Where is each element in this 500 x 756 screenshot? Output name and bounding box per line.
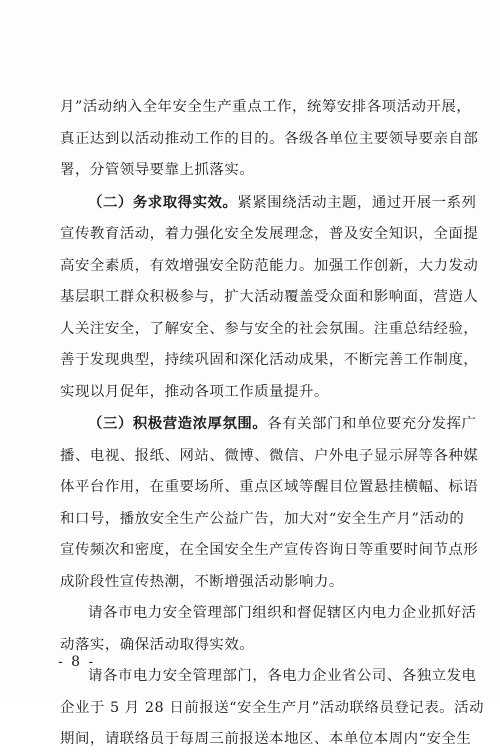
paragraph-request-1 (60, 598, 477, 661)
text-line: 和口号，播放安全生产公益广告，加大对“安全生产月”活动的 (60, 510, 465, 527)
text-line: 署，分管领导要靠上抓落实。 (60, 162, 255, 178)
text-line: 善于发现典型，持续巩固和深化活动成果，不断完善工作制度， (60, 352, 479, 368)
text-run: 紧紧围绕活动主题，通过开展一系列 (237, 194, 477, 211)
paragraph-section-3 (60, 408, 479, 598)
paragraph-request-2 (60, 661, 485, 756)
text-line: 体平台作用，在重要场所、重点区域等醒目位置悬挂横幅、标语 (60, 479, 479, 495)
text-line: 宣传频次和密度，在全国安全生产宣传咨询日等重要时间节点形 (60, 542, 479, 558)
text-line: 企业于 5 月 28 日前报送“安全生产月”活动联络员登记表。活动 (60, 699, 485, 716)
text-line (60, 187, 477, 220)
text-run: 各有关部门和单位要充分发挥广 (267, 416, 477, 432)
text-line: 月”活动纳入全年安全生产重点工作，统筹安排各项活动开展， (60, 99, 472, 115)
text-line: 高安全素质，有效增强安全防范能力。加强工作创新，大力发动 (60, 257, 479, 274)
text-line: 动落实，确保活动取得实效。 (60, 636, 255, 653)
text-line: 请各市电力安全管理部门组织和督促辖区内电力企业抓好活 (88, 605, 477, 621)
paragraph-continuation (60, 92, 479, 187)
text-line: 基层职工群众积极参与，扩大活动覆盖受众面和影响面，营造人 (60, 289, 479, 305)
text-line: 播、电视、报纸、网站、微博、微信、户外电子显示屏等各种媒 (60, 447, 479, 464)
section-heading: （三）积极营造浓厚氛围。 (88, 415, 268, 432)
text-line: 请各市电力安全管理部门，各电力企业省公司、各独立发电 (88, 668, 477, 684)
text-line: 真正达到以活动推动工作的目的。各级各单位主要领导要亲自部 (60, 130, 479, 147)
section-heading: （二）务求取得实效。 (88, 193, 238, 211)
text-line: 实现以月促年，推动各项工作质量提升。 (60, 383, 329, 400)
paragraph-section-2 (60, 187, 479, 409)
text-line: 期间，请联络员于每周三前报送本地区、本单位本周内“安全生 (60, 731, 472, 747)
document-body (60, 92, 485, 756)
text-line: 宣传教育活动，着力强化安全发展理念，普及安全知识，全面提 (60, 226, 479, 242)
text-line (60, 408, 477, 441)
text-line: 成阶段性宣传热潮，不断增强活动影响力。 (60, 573, 344, 590)
text-line: 人关注安全，了解安全、参与安全的社会氛围。注重总结经验， (60, 320, 479, 337)
page-number: - 8 - (58, 654, 96, 670)
